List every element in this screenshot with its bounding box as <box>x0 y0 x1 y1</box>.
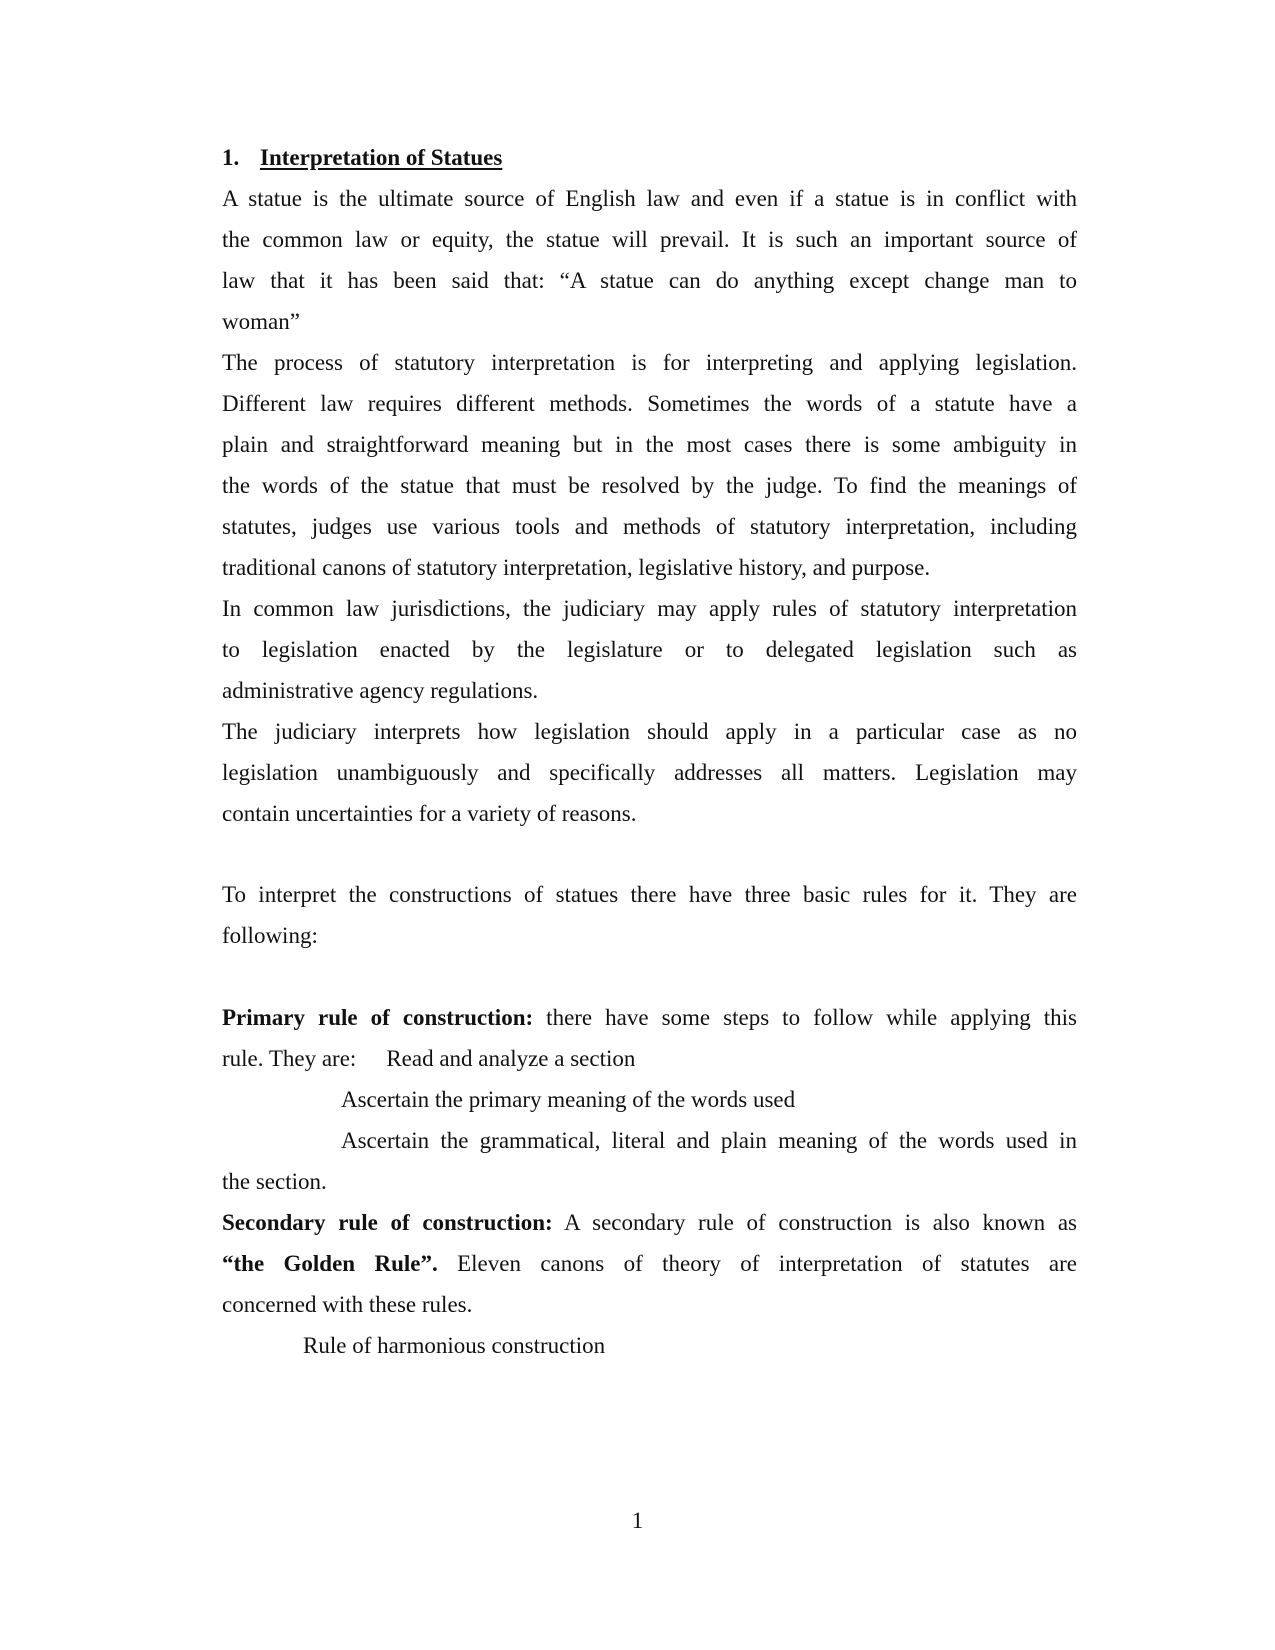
paragraph-line: the words of the statue that must be resolved by the judge. To find the meanings of <box>222 473 1077 498</box>
paragraph-line: contain uncertainties for a variety of reasons. <box>222 801 637 826</box>
secondary-rule-line <box>222 1209 1077 1237</box>
primary-rule-label: Primary rule of construction: <box>222 1005 534 1030</box>
paragraph-line: the section. <box>222 1169 327 1194</box>
step-item: Ascertain the grammatical, literal and plain meaning of the words used in <box>341 1128 1077 1153</box>
paragraph-line: the common law or equity, the statue will prevail. It is such an important source of <box>222 227 1077 252</box>
primary-rule-line <box>222 1004 1077 1032</box>
paragraph-line: following: <box>222 923 318 948</box>
paragraph-line: The judiciary interprets how legislation should apply in a particular case as no <box>222 719 1077 744</box>
paragraph-line: plain and straightforward meaning but in the most cases there is some ambiguity in <box>222 432 1077 457</box>
section-heading <box>222 144 1077 172</box>
paragraph-line: In common law jurisdictions, the judiciary may apply rules of statutory interpretation <box>222 596 1077 621</box>
paragraph-line: To interpret the constructions of statues there have three basic rules for it. They are <box>222 882 1077 907</box>
paragraph-line: administrative agency regulations. <box>222 678 539 703</box>
section-title: Interpretation of Statues <box>260 145 503 170</box>
paragraph-text: there have some steps to follow while applying this <box>533 1005 1077 1030</box>
paragraph-line: statutes, judges use various tools and methods of statutory interpretation, including <box>222 514 1077 539</box>
paragraph-text: rule. They are: <box>222 1046 357 1071</box>
rule-item: Rule of harmonious construction <box>303 1333 606 1358</box>
golden-rule-label: “the Golden Rule”. <box>222 1251 438 1276</box>
paragraph-line: Different law requires different methods. Sometimes the words of a statute have a <box>222 391 1077 416</box>
paragraph-line: legislation unambiguously and specifically addresses all matters. Legislation may <box>222 760 1077 785</box>
paragraph-line: traditional canons of statutory interpretation, legislative history, and purpose. <box>222 555 931 580</box>
paragraph-line: to legislation enacted by the legislature or to delegated legislation such as <box>222 637 1077 662</box>
paragraph-line: The process of statutory interpretation is for interpreting and applying legislation. <box>222 350 1077 375</box>
page-number: 1 <box>631 1508 644 1533</box>
paragraph-line: concerned with these rules. <box>222 1292 473 1317</box>
step-item: Ascertain the primary meaning of the words used <box>341 1087 796 1112</box>
primary-rule-steps-line <box>222 1045 1077 1073</box>
step-item: Read and analyze a section <box>386 1046 636 1071</box>
paragraph-line: woman” <box>222 309 300 334</box>
paragraph-text: A secondary rule of construction is also known as <box>552 1210 1077 1235</box>
paragraph-line: A statue is the ultimate source of English law and even if a statue is in conflict with <box>222 186 1077 211</box>
paragraph-line: law that it has been said that: “A statue can do anything except change man to <box>222 268 1077 293</box>
golden-rule-line <box>222 1250 1077 1278</box>
section-number: 1. <box>222 145 240 170</box>
secondary-rule-label: Secondary rule of construction: <box>222 1210 553 1235</box>
paragraph-text: Eleven canons of theory of interpretation of statutes are <box>437 1251 1078 1276</box>
